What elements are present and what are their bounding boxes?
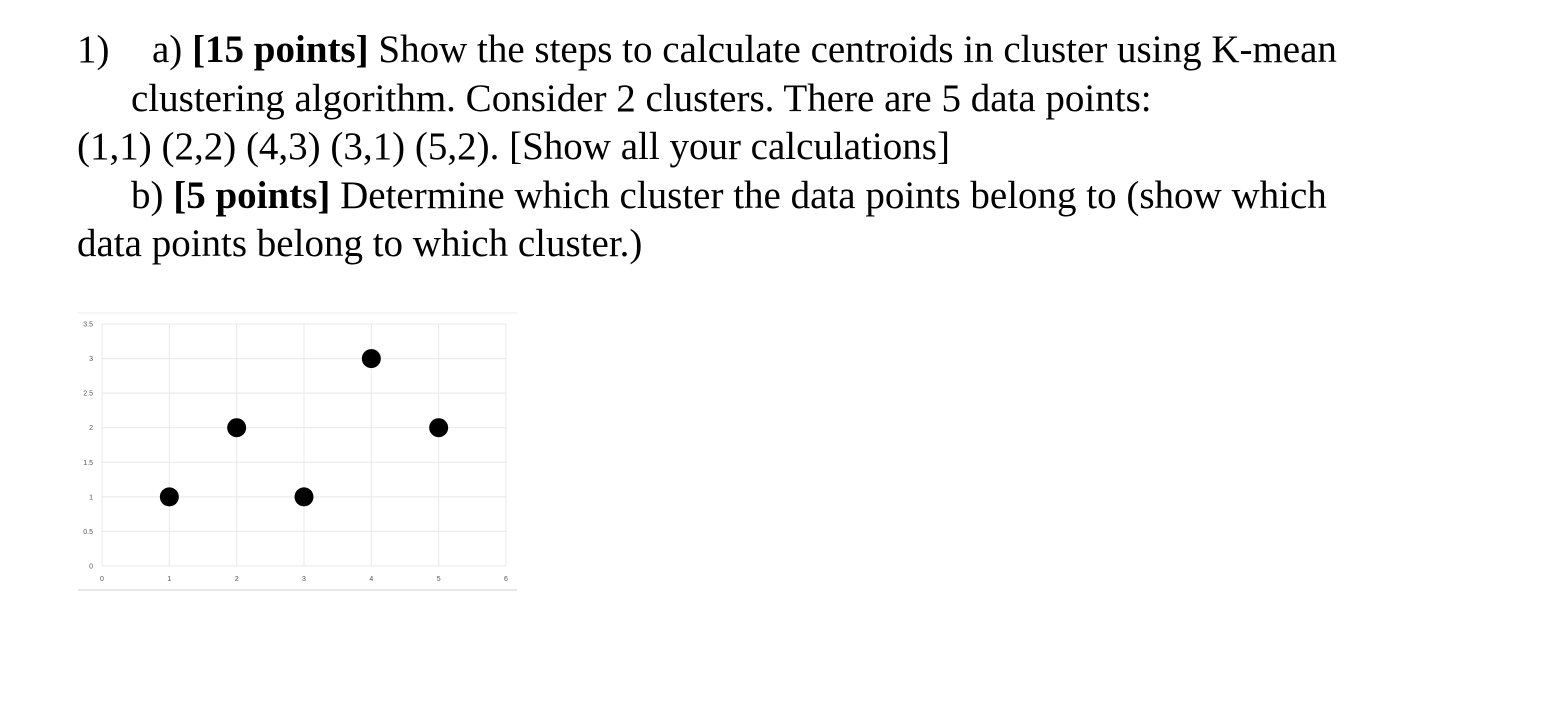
question-line-5 [77, 220, 1497, 269]
part-a-text-line3: (1,1) (2,2) (4,3) (3,1) (5,2). [Show all your calculations] [77, 125, 950, 168]
part-b-text-line1: Determine which cluster the data points belong to (show which [340, 173, 1327, 217]
x-tick-label: 0 [100, 576, 104, 583]
x-tick-label: 6 [504, 576, 508, 583]
y-tick-label: 2 [89, 425, 93, 433]
question-line-2 [77, 75, 1497, 124]
chart-background [74, 310, 519, 595]
part-a-text-line2: clustering algorithm. Consider 2 clusters. There are 5 data points: [131, 76, 1152, 120]
part-b-label: b) [131, 173, 164, 217]
part-a-label: a) [152, 28, 183, 71]
data-point [160, 487, 179, 506]
y-tick-label: 1.5 [83, 459, 93, 467]
data-point [362, 349, 381, 368]
question-1 [77, 26, 1497, 269]
x-tick-label: 4 [369, 576, 374, 583]
part-a-points: [15 points] [192, 28, 369, 71]
y-tick-label: 0 [89, 563, 93, 571]
x-tick-label: 2 [234, 576, 239, 583]
question-line-3 [77, 123, 1497, 172]
y-tick-label: 2.5 [83, 390, 93, 398]
x-tick-label: 3 [302, 576, 306, 583]
question-line-1 [77, 26, 1497, 75]
y-tick-label: 1 [89, 494, 93, 502]
data-point [227, 418, 246, 437]
y-tick-label: 0.5 [83, 528, 93, 536]
part-b-text-line2: data points belong to which cluster.) [77, 222, 643, 265]
data-point [295, 487, 314, 506]
y-tick-label: 3.5 [83, 321, 93, 329]
scatter-chart [74, 310, 519, 595]
question-number: 1) [77, 28, 110, 71]
question-line-4 [77, 172, 1497, 221]
x-tick-label: 1 [167, 576, 172, 583]
x-tick-label: 5 [436, 576, 441, 583]
part-a-text-line1: Show the steps to calculate centroids in cluster using K-mean [378, 28, 1337, 71]
part-b-points: [5 points] [173, 173, 331, 217]
y-tick-label: 3 [89, 356, 93, 364]
data-point [429, 418, 448, 437]
